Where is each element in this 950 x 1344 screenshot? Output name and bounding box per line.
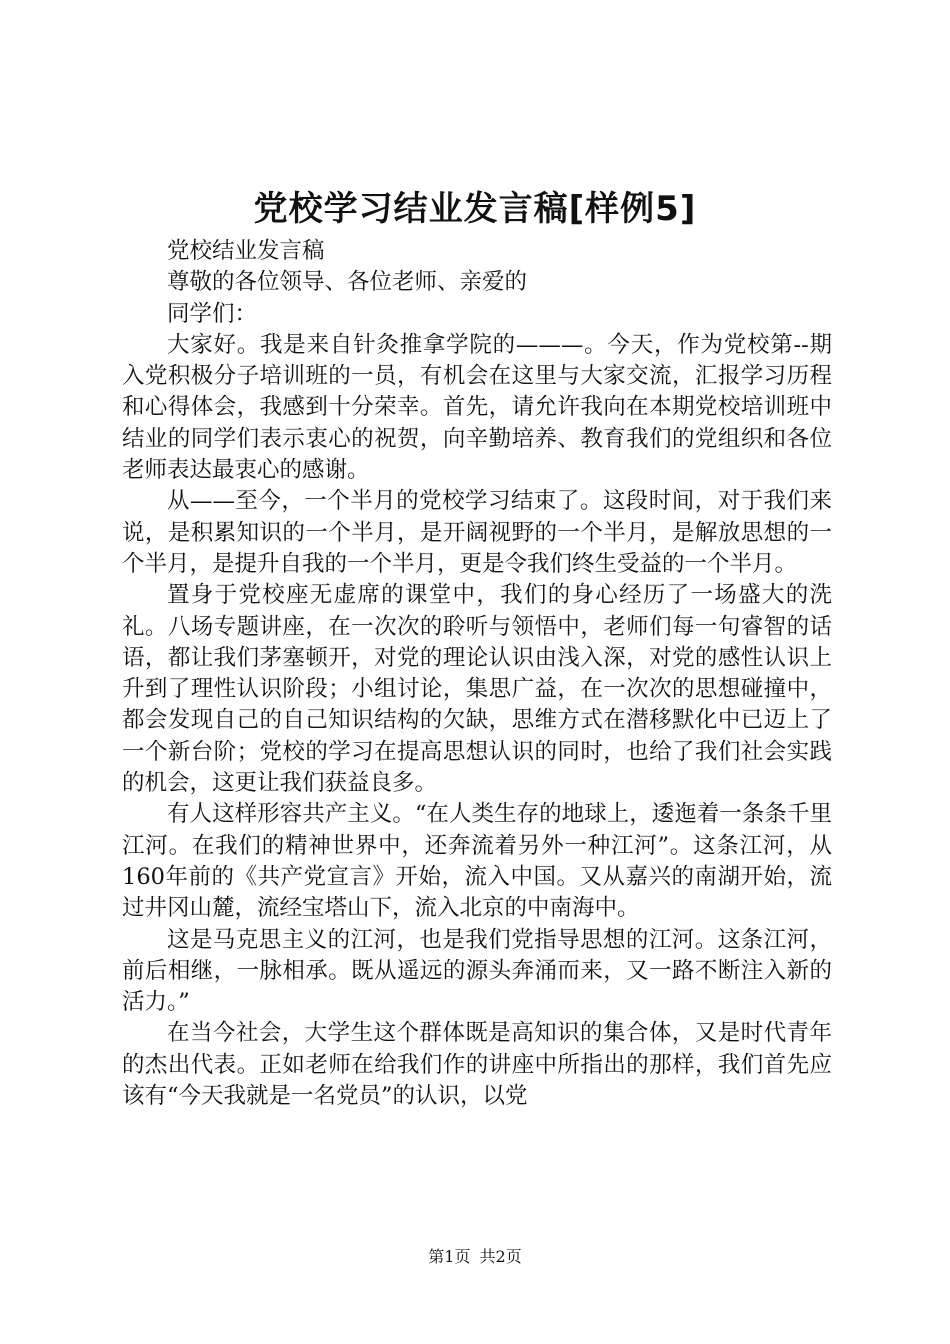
document-title: 党校学习结业发言稿[样例5] [253, 189, 697, 229]
paragraph: 在当今社会，大学生这个群体既是高知识的集合体，又是时代青年的杰出代表。正如老师在给我们作的讲座中所指出的那样，我们首先应该有“今天我就是一名党员”的认识，以党 [122, 1020, 832, 1110]
paragraph: 置身于党校座无虚席的课堂中，我们的身心经历了一场盛大的洗礼。八场专题讲座，在一次次的聆听与领悟中，老师们每一句睿智的话语，都让我们茅塞顿开，对党的理论认识由浅入深，对党的感性认识上升到了理性认识阶段；小组讨论，集思广益，在一次次的思想碰撞中，都会发现自己的自己知识结构的欠缺，思维方式在潜移默化中已迈上了一个新台阶；党校的学习在提高思想认识的同时，也给了我们社会实践的机会，这更让我们获益良多。 [122, 582, 832, 797]
paragraph: 有人这样形容共产主义。“在人类生存的地球上，逶迤着一条条千里江河。在我们的精神世界中，还奔流着另外一种江河”。这条江河，从160年前的《共产党宣言》开始，流入中国。又从嘉兴的南湖开始，流过井冈山麓，流经宝塔山下，流入北京的中南海中。 [122, 801, 832, 922]
paragraph-salutation-cont: 同学们： [167, 300, 258, 327]
paragraph: 这是马克思主义的江河，也是我们党指导思想的江河。这条江河，前后相继，一脉相承。既从遥远的源头奔涌而来，又一路不断注入新的活力。” [122, 926, 832, 1016]
paragraph-salutation: 尊敬的各位领导、各位老师、亲爱的 [167, 269, 528, 296]
page-total: 共2页 [479, 1247, 522, 1266]
paragraph: 大家好。我是来自针灸推拿学院的———。今天，作为党校第--期入党积极分子培训班的一员，有机会在这里与大家交流，汇报学习历程和心得体会，我感到十分荣幸。首先，请允许我向在本期党校培训班中结业的同学们表示衷心的祝贺，向辛勤培养、教育我们的党组织和各位老师表达最衷心的感谢。 [122, 331, 832, 484]
document-body [122, 236, 832, 1112]
paragraph: 从——至今，一个半月的党校学习结束了。这段时间，对于我们来说，是积累知识的一个半月，是开阔视野的一个半月，是解放思想的一个半月，是提升自我的一个半月，更是令我们终生受益的一个半月。 [122, 488, 832, 577]
paragraph-subtitle: 党校结业发言稿 [167, 238, 325, 264]
page-number: 第1页 [428, 1247, 471, 1266]
page-footer [0, 1246, 950, 1268]
